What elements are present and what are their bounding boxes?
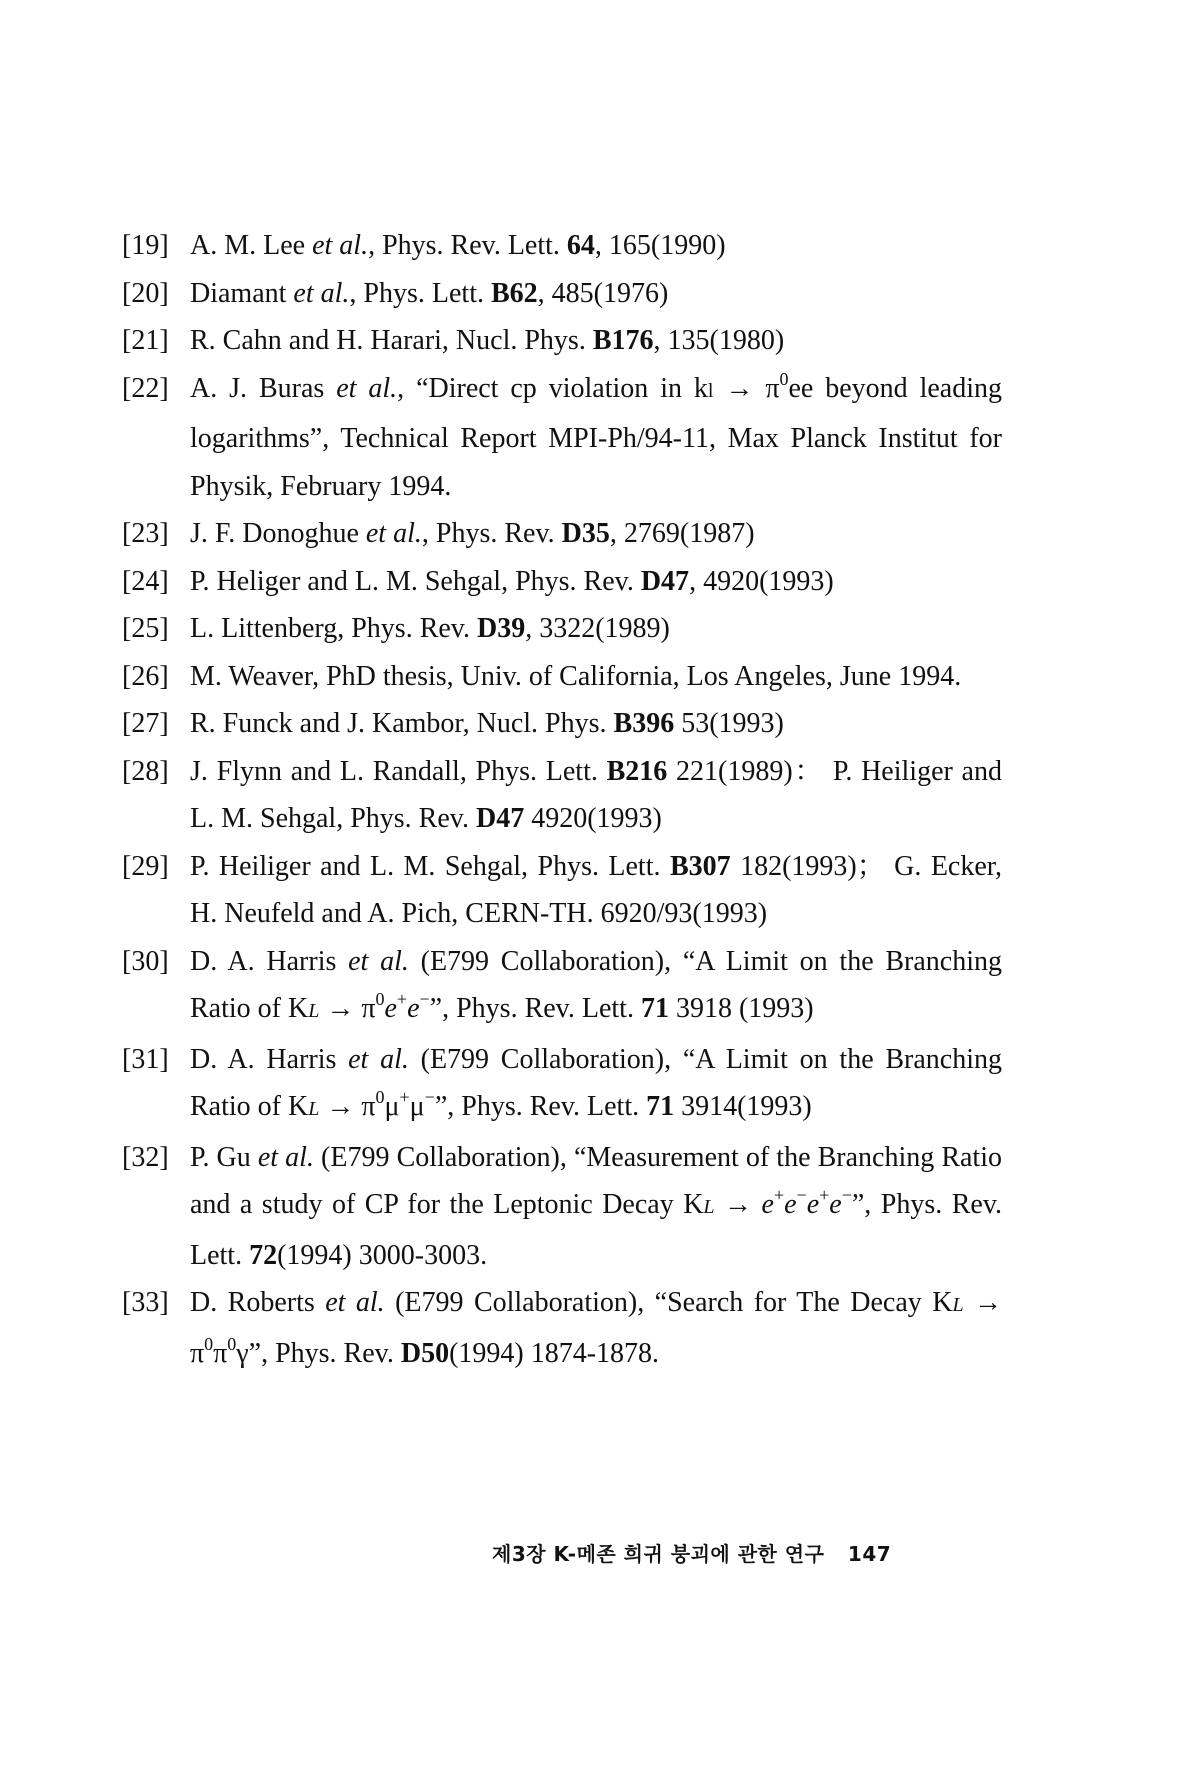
reference-text: J. Flynn and L. Randall, Phys. Lett. B216 221(1989)： P. Heiliger and L. M. Sehgal, Phys. Rev. D47 4920(1993) bbox=[190, 755, 1002, 834]
reference-text: P. Heiliger and L. M. Sehgal, Phys. Lett. B307 182(1993)； G. Ecker, H. Neufeld and A. Pich, CERN-TH. 6920/93(1993) bbox=[190, 850, 1002, 929]
chapter-title: 제3장 K-메존 희귀 붕괴에 관한 연구 bbox=[492, 1542, 825, 1566]
reference-text: R. Cahn and H. Harari, Nucl. Phys. B176, 135(1980) bbox=[190, 325, 785, 356]
reference-item bbox=[122, 222, 1002, 270]
reference-number: [29] bbox=[122, 850, 169, 882]
reference-number: [22] bbox=[122, 372, 169, 404]
reference-number: [28] bbox=[122, 755, 169, 787]
reference-text: D. A. Harris et al. (E799 Collaboration), “A Limit on the Branching Ratio of KL → $\pi^0\mu^+\mu^-$”, Phys. Rev. Lett. 71 3914(1993) bbox=[190, 1043, 1003, 1122]
running-footer bbox=[492, 1538, 891, 1567]
reference-text: D. Roberts et al. (E799 Collaboration), “Search for The Decay KL → $\pi^0\pi^0\gamma$”, Phys. Rev. D50(1994) 1874-1878. bbox=[190, 1287, 1002, 1369]
reference-item bbox=[122, 365, 1002, 511]
reference-number: [33] bbox=[122, 1287, 169, 1318]
reference-item bbox=[122, 700, 1002, 748]
reference-text: L. Littenberg, Phys. Rev. D39, 3322(1989) bbox=[190, 613, 670, 644]
reference-number: [23] bbox=[122, 518, 169, 549]
reference-item bbox=[122, 748, 1002, 843]
reference-list bbox=[122, 222, 1002, 1377]
reference-number: [27] bbox=[122, 708, 169, 739]
reference-text: R. Funck and J. Kambor, Nucl. Phys. B396 53(1993) bbox=[190, 708, 784, 739]
reference-number: [20] bbox=[122, 277, 169, 309]
reference-text: A. M. Lee et al., Phys. Rev. Lett. 64, 165(1990) bbox=[190, 230, 726, 261]
page-number: 147 bbox=[847, 1542, 892, 1566]
reference-number: [19] bbox=[122, 230, 169, 261]
reference-text: J. F. Donoghue et al., Phys. Rev. D35, 2769(1987) bbox=[190, 518, 755, 549]
reference-item bbox=[122, 653, 1002, 701]
reference-text: P. Gu et al. (E799 Collaboration), “Measurement of the Branching Ratio and a study of CP for the Leptonic Decay KL → e+e−e+e−”, Phys. Rev. Lett. 72(1994) 3000-3003. bbox=[190, 1141, 1003, 1271]
reference-item bbox=[122, 1134, 1002, 1280]
reference-item bbox=[122, 605, 1002, 653]
reference-text: A. J. Buras et al., “Direct cp violation in kl → $\pi^0ee$ beyond leading logarithms”, Technical Report MPI-Ph/94-11, Max Planck Institut for Physik, February 1994. bbox=[190, 368, 1002, 502]
reference-item bbox=[122, 1036, 1002, 1134]
reference-number: [24] bbox=[122, 565, 169, 597]
reference-number: [25] bbox=[122, 613, 169, 644]
reference-item bbox=[122, 843, 1002, 938]
reference-item bbox=[122, 270, 1002, 318]
reference-item bbox=[122, 1279, 1002, 1377]
reference-text: Diamant et al., Phys. Lett. B62, 485(1976) bbox=[190, 277, 669, 309]
reference-number: [21] bbox=[122, 325, 169, 356]
reference-number: [26] bbox=[122, 660, 169, 692]
reference-number: [30] bbox=[122, 945, 169, 977]
reference-text: P. Heliger and L. M. Sehgal, Phys. Rev. D47, 4920(1993) bbox=[190, 565, 834, 597]
reference-number: [31] bbox=[122, 1043, 169, 1075]
reference-item bbox=[122, 558, 1002, 606]
reference-text: D. A. Harris et al. (E799 Collaboration), “A Limit on the Branching Ratio of KL → $\pi^0e^+e^-$”, Phys. Rev. Lett. 71 3918 (1993) bbox=[190, 945, 1003, 1024]
reference-item bbox=[122, 510, 1002, 558]
reference-item bbox=[122, 317, 1002, 365]
reference-item bbox=[122, 938, 1002, 1036]
reference-number: [32] bbox=[122, 1141, 169, 1173]
reference-text: M. Weaver, PhD thesis, Univ. of California, Los Angeles, June 1994. bbox=[190, 660, 962, 692]
